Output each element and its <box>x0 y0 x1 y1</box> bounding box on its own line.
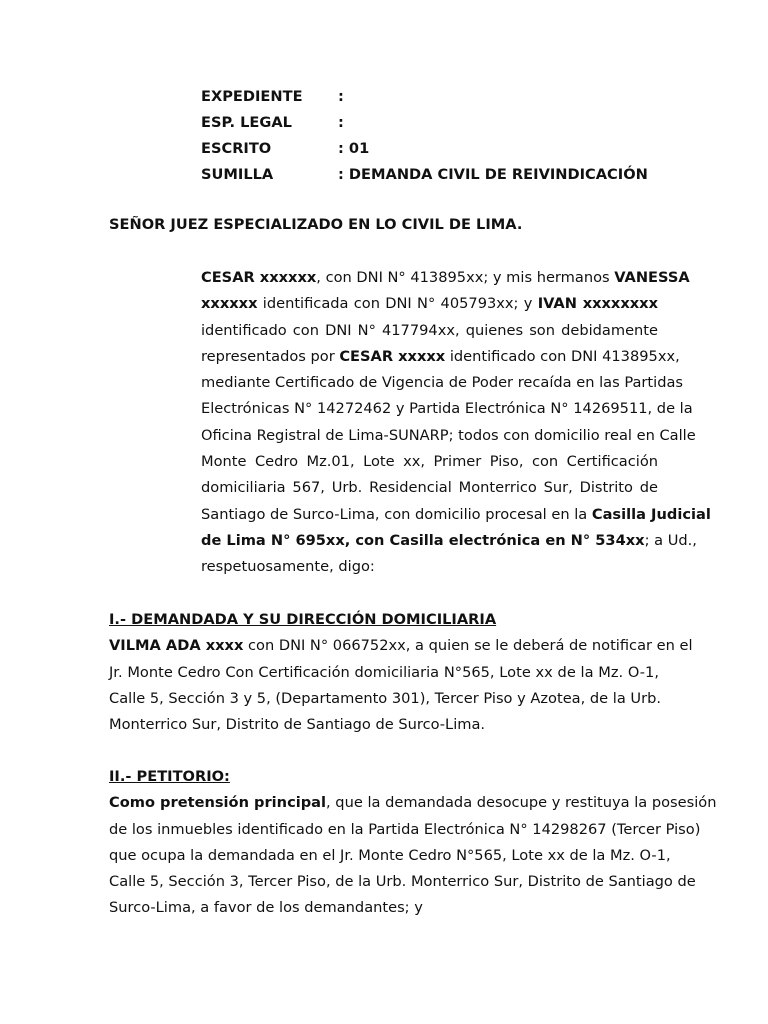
text-run: , con DNI N° 413895xx; y mis hermanos <box>316 269 615 286</box>
header-row-esp-legal <box>201 110 648 136</box>
judicial-box: de Lima N° 695xx, con Casilla electrónica en N° 534xx <box>201 531 645 549</box>
header-value: : <box>338 114 344 131</box>
text-run: ; a Ud., <box>644 531 697 549</box>
header-value: : <box>338 88 344 105</box>
text-line: Electrónicas N° 14272462 y Partida Electrónica N° 14269511, de la <box>201 400 693 418</box>
text-line: de los inmuebles identificado en la Partida Electrónica N° 14298267 (Tercer Piso) <box>109 820 701 838</box>
main-claim-label: Como pretensión principal <box>109 794 327 812</box>
text-line: Jr. Monte Cedro Con Certificación domiciliaria N°565, Lote xx de la Mz. O-1, <box>109 663 659 681</box>
text-line: Calle 5, Sección 3 y 5, (Departamento 301), Tercer Piso y Azotea, de la Urb. <box>109 689 661 707</box>
header-value: : 01 <box>338 140 370 157</box>
text-run: identificada con DNI N° 405793xx; y <box>257 295 538 313</box>
text-run: Santiago de Surco-Lima, con domicilio procesal en la <box>201 505 592 523</box>
text-line: mediante Certificado de Vigencia de Poder recaída en las Partidas <box>201 374 684 392</box>
text-line: que ocupa la demandada en el Jr. Monte Cedro N°565, Lote xx de la Mz. O-1, <box>109 846 671 864</box>
section-petitorio <box>109 764 717 922</box>
text-line <box>201 502 711 528</box>
judicial-box: Casilla Judicial <box>591 505 711 523</box>
judge-address: SEÑOR JUEZ ESPECIALIZADO EN LO CIVIL DE LIMA. <box>109 216 523 233</box>
defendant-name: VILMA ADA xxxx <box>109 637 244 655</box>
text-line <box>109 633 693 659</box>
sibling-name: VANESSA <box>614 269 690 286</box>
sibling-name: IVAN xxxxxxxx <box>537 295 658 313</box>
plaintiff-name: CESAR xxxxxx <box>201 269 317 286</box>
text-line <box>109 790 717 816</box>
intro-paragraph <box>201 265 711 581</box>
text-run: identificado con DNI 413895xx, <box>445 347 680 365</box>
text-run: representados por <box>201 347 340 365</box>
text-line: Monterrico Sur, Distrito de Santiago de Surco-Lima. <box>109 716 486 734</box>
header-row-expediente <box>201 84 648 110</box>
section-title: II.- PETITORIO: <box>109 768 230 785</box>
sibling-name: xxxxxx <box>201 295 258 313</box>
text-run: , que la demandada desocupe y restituya la posesión <box>326 794 717 812</box>
header-label: ESP. LEGAL <box>201 114 292 131</box>
text-line: Monte Cedro Mz.01, Lote xx, Primer Piso, con Certificación <box>201 453 658 471</box>
text-line: identificado con DNI N° 417794xx, quienes son debidamente <box>201 321 658 339</box>
representative-name: CESAR xxxxx <box>339 347 446 365</box>
header-value: : DEMANDA CIVIL DE REIVINDICACIÓN <box>338 166 648 183</box>
text-line: Surco-Lima, a favor de los demandantes; y <box>109 899 423 917</box>
section-demandada <box>109 607 693 738</box>
text-line <box>201 528 697 554</box>
section-title: I.- DEMANDADA Y SU DIRECCIÓN DOMICILIARIA <box>109 611 497 628</box>
text-run: con DNI N° 066752xx, a quien se le deberá de notificar en el <box>243 637 693 655</box>
header-row-escrito <box>201 136 648 162</box>
text-line <box>201 265 690 291</box>
header-row-sumilla <box>201 162 648 188</box>
text-line <box>201 291 658 317</box>
header-label: ESCRITO <box>201 140 272 157</box>
text-line: Oficina Registral de Lima-SUNARP; todos con domicilio real en Calle <box>201 426 696 444</box>
text-line <box>201 344 680 370</box>
header-label: EXPEDIENTE <box>201 88 303 105</box>
case-header <box>201 84 648 188</box>
header-label: SUMILLA <box>201 166 274 183</box>
text-line: Calle 5, Sección 3, Tercer Piso, de la Urb. Monterrico Sur, Distrito de Santiago de <box>109 873 696 891</box>
text-line: respetuosamente, digo: <box>201 558 375 576</box>
text-line: domiciliaria 567, Urb. Residencial Monterrico Sur, Distrito de <box>201 479 658 497</box>
